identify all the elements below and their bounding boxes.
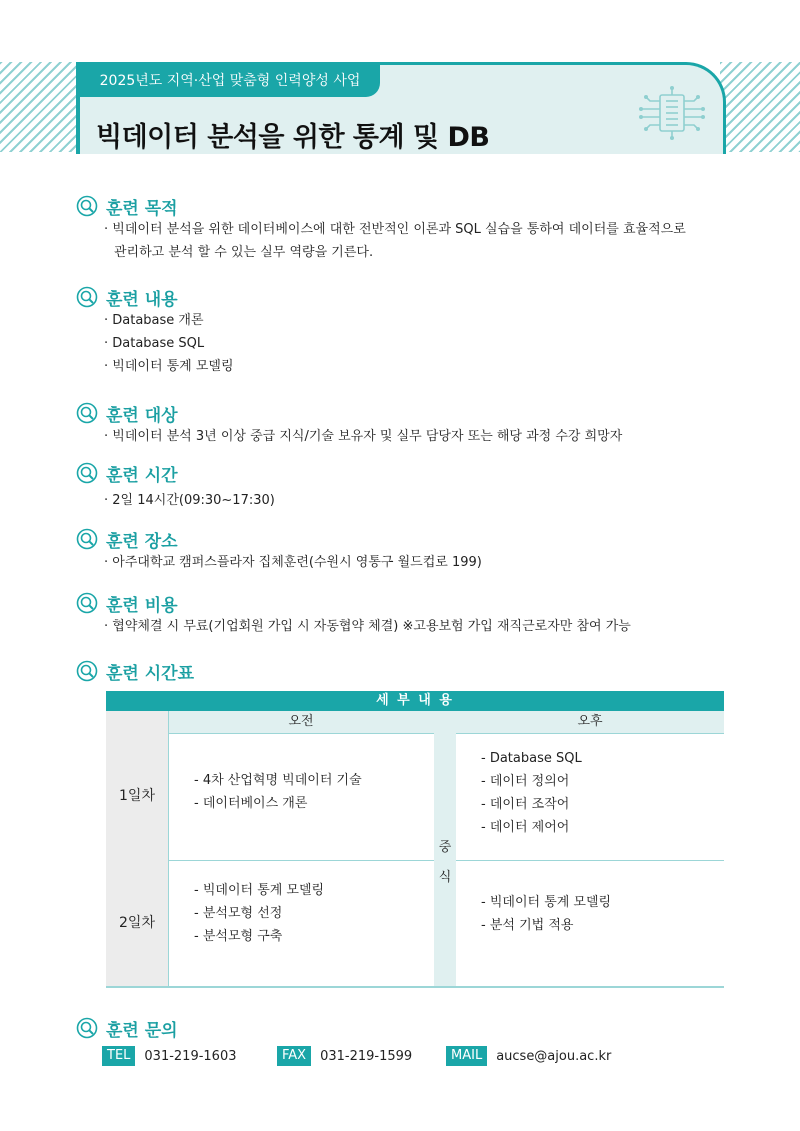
day2-pm-list [481,891,611,937]
list-item: - 데이터 정의어 [481,774,570,789]
timetable [106,691,724,987]
section-line: · 빅데이터 분석 3년 이상 중급 지식/기술 보유자 및 실무 담당자 또는 해당 과정 수강 희망자 [104,429,623,444]
section-inquiry [76,1016,736,1040]
list-item: - 데이터 조작어 [481,797,570,812]
list-item: - 분석모형 선정 [194,906,283,921]
day-label: 1일차 [106,733,168,860]
section-line: · Database 개론 [104,313,204,328]
section-line: 관리하고 분석 할 수 있는 실무 역량을 기른다. [114,245,374,260]
list-item: - Database SQL [481,751,582,766]
list-item: - 빅데이터 통계 모델링 [194,883,325,898]
list-item: - 분석모형 구축 [194,929,283,944]
section-content [76,285,736,378]
day-label: 2일차 [106,860,168,986]
list-item: - 데이터 제어어 [481,820,570,835]
section-line: · Database SQL [104,336,205,351]
decorative-hatch-left [0,62,80,152]
program-tag: 2025년도 지역·산업 맞춤형 인력양성 사업 [80,65,380,97]
section-cost [76,591,736,638]
fax-badge: FAX [277,1046,311,1066]
magnifier-icon [76,286,98,308]
am-header: 오전 [168,711,434,733]
section-title: 훈련 비용 [106,595,178,616]
section-line: · 아주대학교 캠퍼스플라자 집체훈련(수원시 영통구 월드컵로 199) [104,555,482,570]
magnifier-icon [76,195,98,217]
section-purpose [76,194,736,264]
section-title: 훈련 장소 [106,531,178,552]
decorative-hatch-right [720,62,800,152]
mail-badge: MAIL [446,1046,487,1066]
day2-am-list [194,879,324,948]
list-item: - 데이터베이스 개론 [194,796,308,811]
section-title: 훈련 내용 [106,289,178,310]
section-line: · 빅데이터 분석을 위한 데이터베이스에 대한 전반적인 이론과 SQL 실습을 통하여 데이터를 효율적으로 [104,222,686,237]
list-item: - 4차 산업혁명 빅데이터 기술 [194,773,362,788]
circuit-chip-icon [636,85,708,141]
section-title: 훈련 대상 [106,405,178,426]
section-target [76,401,736,448]
magnifier-icon [76,462,98,484]
magnifier-icon [76,1017,98,1039]
section-place [76,527,736,574]
corner-cell [106,711,168,733]
magnifier-icon [76,402,98,424]
table-bottom-rule [106,986,724,988]
fax-value: 031-219-1599 [320,1048,413,1064]
tel-value[interactable]: 031-219-1603 [144,1048,237,1064]
section-schedule [76,659,736,683]
magnifier-icon [76,528,98,550]
section-line: · 2일 14시간(09:30~17:30) [104,493,275,508]
contact-tel [102,1046,237,1066]
contact-fax [277,1046,412,1066]
list-item: - 빅데이터 통계 모델링 [481,895,612,910]
page-title: 빅데이터 분석을 위한 통계 및 DB [96,122,490,153]
mail-value[interactable]: aucse@ajou.ac.kr [496,1048,612,1064]
day1-am-list [194,769,362,815]
pm-header: 오후 [456,711,724,733]
tel-badge: TEL [102,1046,135,1066]
section-title: 훈련 목적 [106,198,178,219]
section-line: · 협약체결 시 무료(기업회원 가입 시 자동협약 체결) ※고용보험 가입 재직근로자만 참여 가능 [104,619,631,634]
section-time [76,461,736,512]
magnifier-icon [76,592,98,614]
contact-mail [446,1046,611,1066]
lunch-label: 중 식 [438,840,452,885]
timetable-caption: 세 부 내 용 [106,691,724,711]
list-item: - 분석 기법 적용 [481,918,574,933]
magnifier-icon [76,660,98,682]
title-banner [76,62,726,154]
section-title: 훈련 시간 [106,465,178,486]
section-title: 훈련 문의 [106,1020,178,1041]
section-line: · 빅데이터 통계 모델링 [104,359,234,374]
section-title: 훈련 시간표 [106,663,195,684]
day1-pm-list [481,747,582,839]
